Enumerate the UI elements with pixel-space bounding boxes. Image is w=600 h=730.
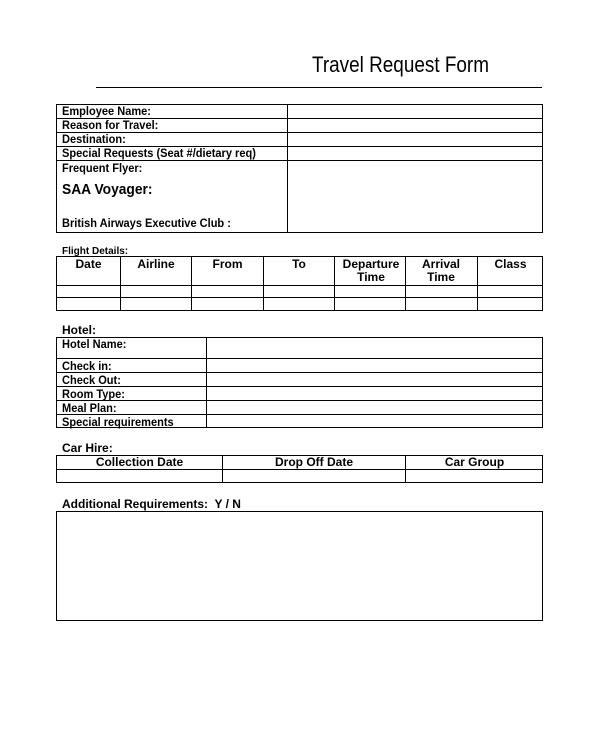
check-in-label: Check in: — [62, 359, 112, 373]
flight-col-airline: Airline — [137, 257, 175, 271]
flight-col-to: To — [292, 257, 306, 271]
flight-col-arrival-time: Arrival Time — [421, 257, 461, 284]
additional-requirements-box[interactable] — [56, 511, 543, 621]
title-underline — [96, 87, 542, 88]
flight-details-label: Flight Details: — [62, 246, 129, 257]
car-col-collection-date: Collection Date — [95, 455, 184, 469]
frequent-flyer-label: Frequent Flyer: — [62, 161, 143, 175]
page-title: Travel Request Form — [312, 52, 489, 77]
car-hire-section-label: Car Hire: — [62, 441, 113, 455]
flight-col-date: Date — [75, 257, 102, 271]
saa-voyager-label: SAA Voyager: — [62, 181, 153, 198]
hotel-section-label: Hotel: — [62, 323, 96, 337]
flight-col-departure-time: Departure Time — [342, 257, 400, 284]
employee-table-divider — [287, 104, 288, 233]
additional-requirements-label: Additional Requirements: Y / N — [62, 497, 241, 511]
flight-col-from: From — [212, 257, 243, 271]
employee-name-label: Employee Name: — [62, 104, 151, 118]
destination-label: Destination: — [62, 132, 126, 146]
british-airways-label: British Airways Executive Club : — [62, 216, 231, 230]
car-col-car-group: Car Group — [444, 455, 505, 469]
meal-plan-label: Meal Plan: — [62, 401, 117, 415]
flight-col-class: Class — [494, 257, 527, 271]
hotel-name-label: Hotel Name: — [62, 337, 127, 351]
check-out-label: Check Out: — [62, 373, 121, 387]
reason-for-travel-label: Reason for Travel: — [62, 118, 159, 132]
special-requests-label: Special Requests (Seat #/dietary req) — [62, 146, 256, 160]
special-requirements-label: Special requirements — [62, 415, 174, 429]
car-col-drop-off-date: Drop Off Date — [275, 455, 353, 469]
room-type-label: Room Type: — [62, 387, 125, 401]
